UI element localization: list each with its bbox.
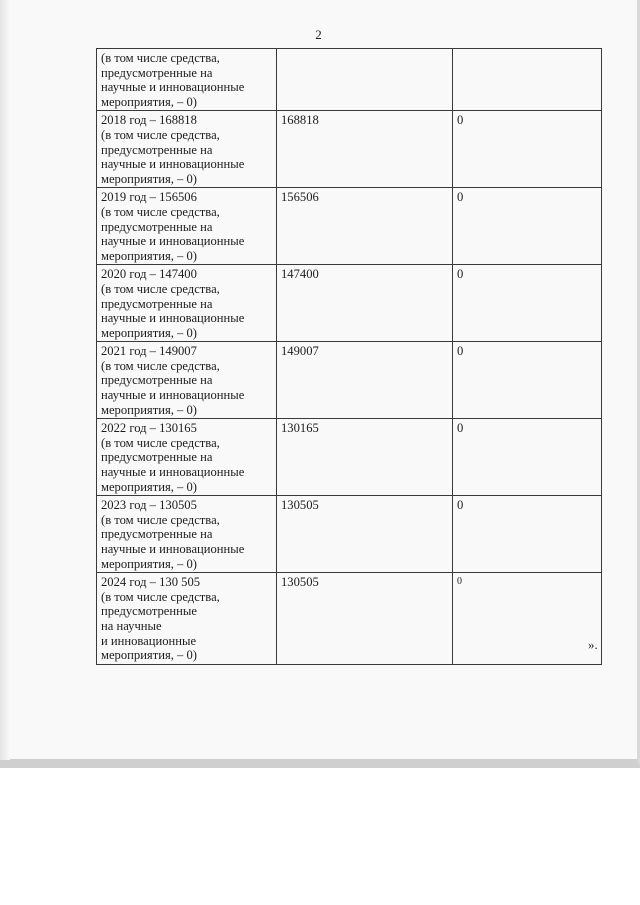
table-row xyxy=(97,342,602,419)
table-row xyxy=(97,49,602,111)
year-description-cell: (в том числе средства, предусмотренные на научные и инновационные мероприятия, – 0) xyxy=(97,49,277,111)
scan-edge-shadow xyxy=(0,0,10,760)
amount-cell: 130165 xyxy=(277,419,453,496)
amount-cell: 147400 xyxy=(277,265,453,342)
table-row xyxy=(97,265,602,342)
amount-cell xyxy=(277,49,453,111)
other-amount-cell xyxy=(453,49,602,111)
year-description-cell: 2018 год – 168818 (в том числе средства, предусмотренные на научные и инновационные мероприятия, – 0) xyxy=(97,111,277,188)
year-description-cell: 2024 год – 130 505 (в том числе средства, предусмотренные на научные и инновационные мероприятия, – 0) xyxy=(97,573,277,665)
funding-table xyxy=(96,48,602,665)
other-amount-cell: 0 xyxy=(453,496,602,573)
other-amount-cell: 0 xyxy=(453,188,602,265)
other-amount-cell: 0 xyxy=(453,342,602,419)
year-description-cell: 2020 год – 147400 (в том числе средства, предусмотренные на научные и инновационные мероприятия, – 0) xyxy=(97,265,277,342)
table-row xyxy=(97,111,602,188)
closing-quote-mark: ». xyxy=(588,637,598,652)
amount-cell: 168818 xyxy=(277,111,453,188)
year-description-cell: 2019 год – 156506 (в том числе средства, предусмотренные на научные и инновационные мероприятия, – 0) xyxy=(97,188,277,265)
other-amount-cell: 0 xyxy=(453,419,602,496)
table-row xyxy=(97,496,602,573)
amount-cell: 130505 xyxy=(277,496,453,573)
amount-cell: 149007 xyxy=(277,342,453,419)
other-amount-cell: 0 xyxy=(453,573,602,665)
amount-cell: 156506 xyxy=(277,188,453,265)
other-amount-cell: 0 xyxy=(453,265,602,342)
table-row xyxy=(97,419,602,496)
amount-cell: 130505 xyxy=(277,573,453,665)
year-description-cell: 2021 год – 149007 (в том числе средства, предусмотренные на научные и инновационные мероприятия, – 0) xyxy=(97,342,277,419)
year-description-cell: 2022 год – 130165 (в том числе средства, предусмотренные на научные и инновационные мероприятия, – 0) xyxy=(97,419,277,496)
other-amount-cell: 0 xyxy=(453,111,602,188)
table-row xyxy=(97,188,602,265)
page-number: 2 xyxy=(315,27,322,42)
table-row xyxy=(97,573,602,665)
year-description-cell: 2023 год – 130505 (в том числе средства, предусмотренные на научные и инновационные мероприятия, – 0) xyxy=(97,496,277,573)
